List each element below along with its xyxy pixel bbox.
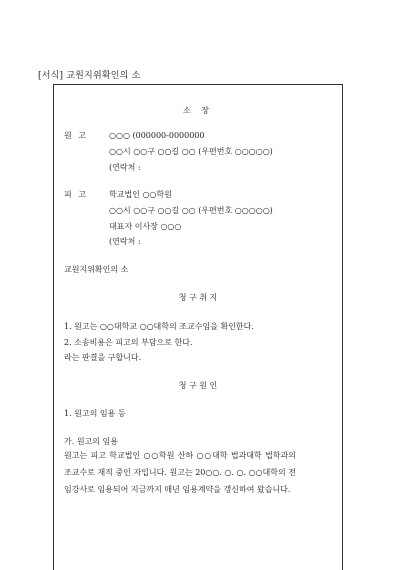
cause-heading: 청 구 원 인 (178, 381, 218, 390)
document-title: 소 장 (183, 106, 213, 115)
cause-paragraph: 원고는 피고 학교법인 ○○학원 산하 ○○대학 법과대학 법학과의 조교수로 재직 중인 자입니다. 원고는 20○○. ○. ○. ○○대학의 전임강사로 임용되어 지금까지 매년 임용계약을 갱신하여 왔습니다. (64, 451, 296, 494)
case-name: 교원지위확인의 소 (64, 265, 129, 274)
plaintiff-label: 원 고 (64, 131, 88, 140)
defendant-name: 학교법인 ○○학원 (109, 190, 172, 199)
defendant-contact: (연락처 : (109, 237, 141, 246)
claim-closing: 라는 판결을 구합니다. (64, 353, 142, 362)
cause-subsection-title: 가. 원고의 임용 (64, 437, 118, 446)
cause-section-title: 1. 원고의 임용 등 (64, 409, 126, 418)
form-caption: [서식] 교원지위확인의 소 (38, 71, 141, 81)
defendant-address: ○○시 ○○구 ○○길 ○○ (우편번호 ○○○○○) (109, 206, 273, 215)
defendant-label: 피 고 (64, 190, 88, 199)
plaintiff-contact: (연락처 : (109, 163, 141, 172)
claim-item: 1. 원고는 ○○대학교 ○○대학의 조교수임을 확인한다. (64, 322, 254, 331)
plaintiff-address: ○○시 ○○구 ○○길 ○○ (우편번호 ○○○○○) (109, 147, 273, 156)
plaintiff-name-id: ○○○ (000000-0000000 (109, 131, 205, 140)
claim-item: 2. 소송비용은 피고의 부담으로 한다. (64, 338, 193, 347)
claim-heading: 청 구 취 지 (178, 293, 218, 302)
document-page (53, 84, 343, 570)
defendant-representative: 대표자 이사장 ○○○ (109, 222, 182, 231)
